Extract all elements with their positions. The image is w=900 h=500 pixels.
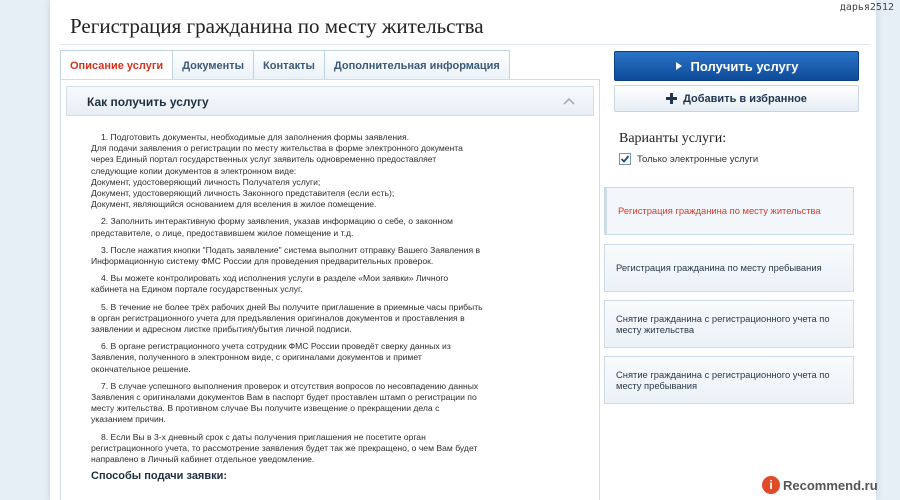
- tab-bar: [60, 50, 510, 80]
- submission-methods-heading: Способы подачи заявки:: [91, 470, 228, 483]
- variant-registration-stay[interactable]: Регистрация гражданина по месту пребывания: [604, 244, 854, 292]
- service-variants-title: Варианты услуги:: [619, 131, 727, 146]
- electronic-only-label: Только электронные услуги: [637, 153, 759, 165]
- instructions-text: [91, 132, 571, 482]
- variant-registration-residence[interactable]: Регистрация гражданина по месту жительства: [604, 187, 854, 235]
- step-1: 1. Подготовить документы, необходимые для заполнения формы заявления. Для подачи заявления о регистрации по месту жительства в форме электронного документа через Единый портал государственных услуг заявитель одновременно предоставляет следующие копии документов в электронном виде: Документ, удостоверяющий личность Получателя услуги; Документ, удостоверяющий личность Законного представителя (если есть); Документ, являющийся основанием для вселения в жилое помещение.: [91, 132, 463, 210]
- electronic-only-checkbox[interactable]: [619, 153, 631, 165]
- variant-deregistration-stay[interactable]: Снятие гражданина с регистрационного учета по месту пребывания: [604, 356, 854, 404]
- title-divider: [60, 44, 870, 45]
- accordion-header[interactable]: [66, 86, 594, 116]
- electronic-only-filter: [619, 153, 758, 165]
- accordion-title: Как получить услугу: [87, 95, 209, 109]
- add-to-favorites-label: Добавить в избранное: [683, 92, 807, 105]
- tab-contacts[interactable]: Контакты: [254, 50, 325, 80]
- site-watermark: i Recommend.ru: [762, 476, 878, 494]
- tab-additional-info[interactable]: Дополнительная информация: [325, 50, 510, 80]
- step-4: 4. Вы можете контролировать ход исполнения услуги в разделе «Мои заявки» Личного кабинета на Едином портале государственных услуг.: [91, 273, 449, 295]
- variant-deregistration-residence[interactable]: Снятие гражданина с регистрационного учета по месту жительства: [604, 300, 854, 348]
- step-6: 6. В органе регистрационного учета сотрудник ФМС России проведёт сверку данных из Заявления, полученного в электронном виде, с оригиналами документов и примет окончательное решение.: [91, 341, 451, 374]
- get-service-label: Получить услугу: [690, 58, 799, 74]
- plus-icon: [666, 93, 677, 104]
- add-to-favorites-button[interactable]: [614, 85, 859, 112]
- chevron-up-icon[interactable]: [561, 93, 577, 109]
- user-watermark: дарья2512: [839, 2, 894, 13]
- recommend-logo-icon: i: [762, 476, 780, 494]
- tab-description[interactable]: Описание услуги: [60, 50, 173, 80]
- step-5: 5. В течение не более трёх рабочих дней Вы получите приглашение в приемные часы прибыть в орган регистрационного учета для предъявления оригиналов документов и проставления в заявлении и адресном листке прибытия/убытия личной подписи.: [91, 301, 483, 335]
- tab-documents[interactable]: Документы: [173, 50, 254, 80]
- triangle-right-icon: [675, 61, 683, 71]
- page-title: Регистрация гражданина по месту жительства: [70, 14, 484, 38]
- step-2: 2. Заполнить интерактивную форму заявления, указав информацию о себе, о законном представителе, о лице, предоставившем жилое помещение и т.д.: [91, 216, 453, 238]
- get-service-button[interactable]: [614, 51, 859, 81]
- checkmark-icon: [620, 154, 630, 164]
- step-8: 8. Если Вы в 3-х дневный срок с даты получения приглашения не посетите орган регистрационного учета, то рассмотрение заявления будет так же прекращено, о чем Вам будет направлено в Личный кабинет отдельное уведомление.: [91, 431, 478, 465]
- content-panel: [60, 79, 600, 500]
- step-3: 3. После нажатия кнопки "Подать заявление" система выполнит отправку Вашего Заявления в Информационную систему ФМС России для проведения предварительных проверок.: [91, 244, 481, 267]
- step-7: 7. В случае успешного выполнения проверок и отсутствия вопросов по несовпадению данных Заявления с оригиналами документов Вам в паспорт будет проставлен штамп о регистрации по месту жительства. В противном случае Вы получите извещение о прекращении дела с указанием причин.: [91, 380, 479, 425]
